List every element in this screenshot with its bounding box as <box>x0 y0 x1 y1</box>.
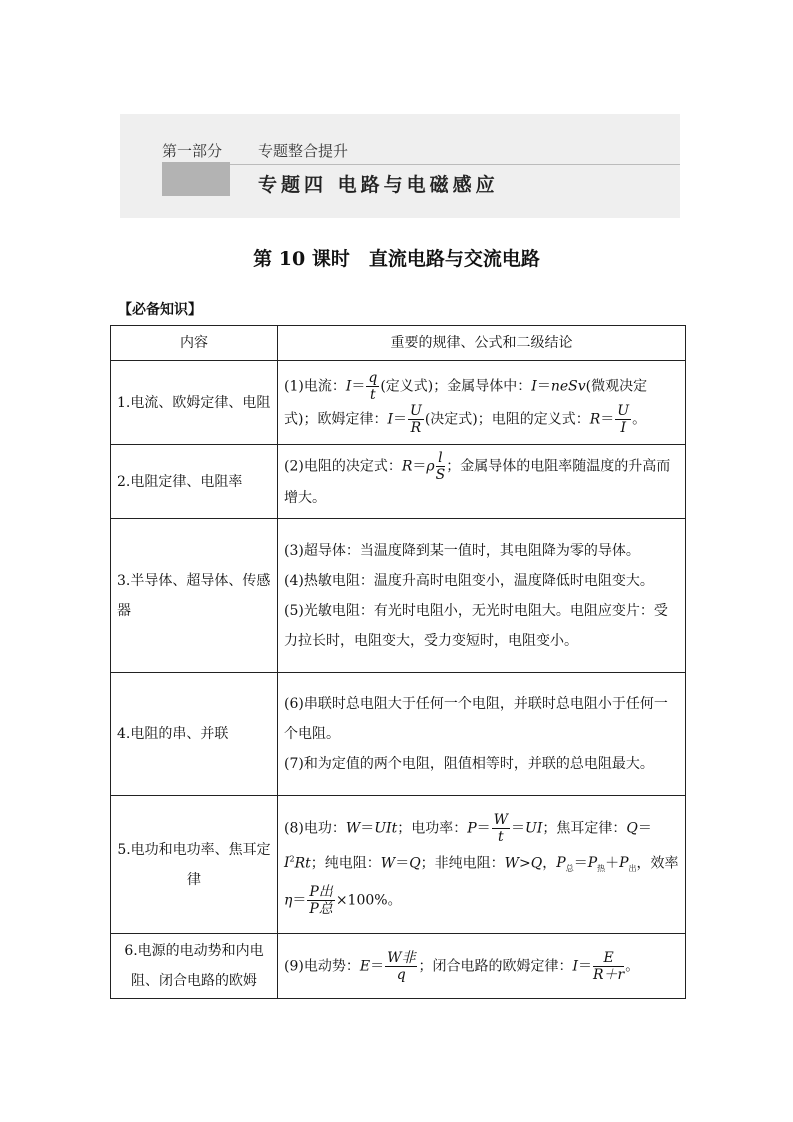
table-row <box>111 445 686 519</box>
text-run: (1)电流： <box>284 378 346 394</box>
subscript: 出 <box>628 864 637 874</box>
rule-paragraph <box>284 812 679 917</box>
text-run: (8)电功： <box>284 820 346 837</box>
rule-paragraph <box>284 450 679 513</box>
row-rules <box>278 361 686 445</box>
fraction <box>307 884 334 917</box>
text-run: (2)电阻的决定式： <box>284 458 402 475</box>
row-topic: 3.半导体、超导体、传感器 <box>111 519 278 673</box>
text-run: ；非纯电阻： <box>420 855 505 872</box>
banner-divider <box>230 164 680 165</box>
section-heading: 【必备知识】 <box>118 302 202 318</box>
row-topic: 1.电流、欧姆定律、电阻 <box>111 361 278 445</box>
part-label: 第一部分 <box>162 142 223 160</box>
text-run: ；金属导体的电阻率随温度的升高而增大。 <box>284 458 671 506</box>
text-run: ＝ <box>360 820 375 837</box>
text-run: ＋ <box>605 855 620 872</box>
formula-symbol: W <box>345 820 361 837</box>
denominator: t <box>498 828 504 845</box>
numerator: l <box>436 450 446 467</box>
text-run: (9)电动势： <box>284 958 360 974</box>
rule-paragraph <box>284 596 679 656</box>
rule-paragraph <box>284 950 679 983</box>
text-run: ×100%。 <box>335 892 402 909</box>
formula-symbol: UIt <box>374 820 398 837</box>
text-run: ＝ <box>351 378 366 394</box>
denominator: q <box>396 966 406 983</box>
denominator: S <box>435 467 446 483</box>
table-row <box>111 519 686 673</box>
text-run: ＝ <box>511 820 526 837</box>
formula-symbol: $P_热$ <box>587 855 606 874</box>
denominator: t <box>370 386 376 403</box>
text-run: ＝ <box>412 458 427 475</box>
formula-symbol: R <box>401 458 413 475</box>
text-run: (6)串联时总电阻大于任何一个电阻，并联时总电阻小于任何一个电阻。 <box>284 696 668 742</box>
numerator: W <box>493 811 509 828</box>
text-run: 。 <box>632 411 647 427</box>
row-topic: 2.电阻定律、电阻率 <box>111 445 278 519</box>
knowledge-table <box>110 325 686 999</box>
text-run: ＝ <box>637 820 652 837</box>
formula-symbol: UI <box>525 820 543 837</box>
text-run: ；焦耳定律： <box>542 820 627 837</box>
denominator: I <box>620 419 626 436</box>
numerator: q <box>368 369 378 386</box>
header-content: 内容 <box>111 326 278 361</box>
rule-paragraph <box>284 749 679 779</box>
text-run: 。 <box>625 958 640 974</box>
formula-symbol: I <box>387 411 393 427</box>
row-rules <box>278 519 686 673</box>
text-run: (微观决定式)；欧姆定律： <box>284 378 648 427</box>
text-run: (5)光敏电阻：有光时电阻小，无光时电阻大。电阻应变片：受力拉长时，电阻变大，受力变短时，电阻变小。 <box>284 602 668 649</box>
text-run: (7)和为定值的两个电阻，阻值相等时，并联的总电阻最大。 <box>284 756 654 772</box>
text-run: ＝ <box>370 958 385 974</box>
text-run: (3)超导体：当温度降到某一值时，其电阻降为零的导体。 <box>284 542 640 559</box>
part-subtitle: 专题整合提升 <box>258 142 349 160</box>
fraction <box>385 950 417 983</box>
formula-symbol: $I^2$ <box>284 854 295 872</box>
formula-symbol: $P_出$ <box>619 855 637 874</box>
text-run: ＝ <box>395 855 410 872</box>
fraction <box>593 950 624 983</box>
rule-paragraph <box>284 566 679 596</box>
text-run: ；电功率： <box>397 820 468 837</box>
denominator: P总 <box>309 901 333 918</box>
table-row <box>111 361 686 445</box>
denominator: R＋r <box>593 966 625 983</box>
row-rules <box>278 673 686 796</box>
formula-symbol: Rt <box>294 855 311 872</box>
formula-symbol: ρ <box>426 458 435 475</box>
rule-paragraph <box>284 689 679 749</box>
row-rules <box>278 796 686 934</box>
text-run: ＝ <box>476 820 491 837</box>
table-row <box>111 796 686 934</box>
table-row <box>111 673 686 796</box>
formula-symbol: I <box>345 378 352 394</box>
text-run: ；闭合电路的欧姆定律： <box>418 958 573 974</box>
fraction <box>366 370 379 403</box>
row-topic: 4.电阻的串、并联 <box>111 673 278 796</box>
fraction <box>615 403 631 436</box>
numerator: P出 <box>309 884 333 901</box>
text-run: ＝ <box>292 892 307 909</box>
table-row <box>111 934 686 999</box>
rule-paragraph <box>284 536 679 566</box>
text-run: ＝ <box>573 855 588 872</box>
formula-symbol: neSv <box>550 378 586 394</box>
row-topic: 5.电功和电功率、焦耳定律 <box>111 796 278 934</box>
formula-symbol: W>Q <box>504 855 543 872</box>
topic-title: 专题四 电路与电磁感应 <box>258 174 499 196</box>
fraction <box>408 403 424 436</box>
superscript: 2 <box>289 854 295 864</box>
subscript: 热 <box>597 864 606 874</box>
table-header-row <box>111 326 686 361</box>
text-run: ，效率 <box>636 855 679 872</box>
numerator: W非 <box>387 949 416 966</box>
subscript: 总 <box>565 864 574 874</box>
text-run: (决定式)；电阻的定义式： <box>424 411 590 427</box>
text-run: ；纯电阻： <box>310 855 381 872</box>
numerator: U <box>617 402 630 419</box>
text-run: ， <box>542 855 557 872</box>
formula-symbol: I <box>572 958 578 974</box>
fraction <box>436 450 446 483</box>
formula-symbol: P <box>467 820 477 837</box>
lesson-title: 第 10 课时 直流电路与交流电路 <box>253 248 540 270</box>
row-rules <box>278 934 686 999</box>
row-topic: 6.电源的电动势和内电阻、闭合电路的欧姆 <box>111 934 278 999</box>
denominator: R <box>410 419 422 436</box>
header-rules: 重要的规律、公式和二级结论 <box>278 326 686 361</box>
numerator: E <box>593 950 624 967</box>
formula-symbol: E <box>359 958 371 974</box>
formula-symbol: W <box>380 855 396 872</box>
banner-gray-block <box>162 162 230 196</box>
text-run: (定义式)；金属导体中： <box>380 378 532 394</box>
text-run: ＝ <box>578 958 592 974</box>
formula-symbol: η <box>284 892 293 909</box>
text-run: (4)热敏电阻：温度升高时电阻变小，温度降低时电阻变大。 <box>284 572 654 589</box>
fraction <box>492 812 510 845</box>
text-run: ＝ <box>393 411 407 427</box>
numerator: U <box>410 402 422 419</box>
formula-symbol: Q <box>626 820 638 837</box>
text-run: ＝ <box>536 378 551 394</box>
formula-symbol: R <box>589 411 601 427</box>
formula-symbol: I <box>531 378 537 394</box>
formula-symbol: $P_总$ <box>556 855 574 874</box>
formula-symbol: Q <box>409 855 421 872</box>
rule-paragraph <box>284 370 679 436</box>
text-run: ＝ <box>600 411 615 427</box>
row-rules <box>278 445 686 519</box>
